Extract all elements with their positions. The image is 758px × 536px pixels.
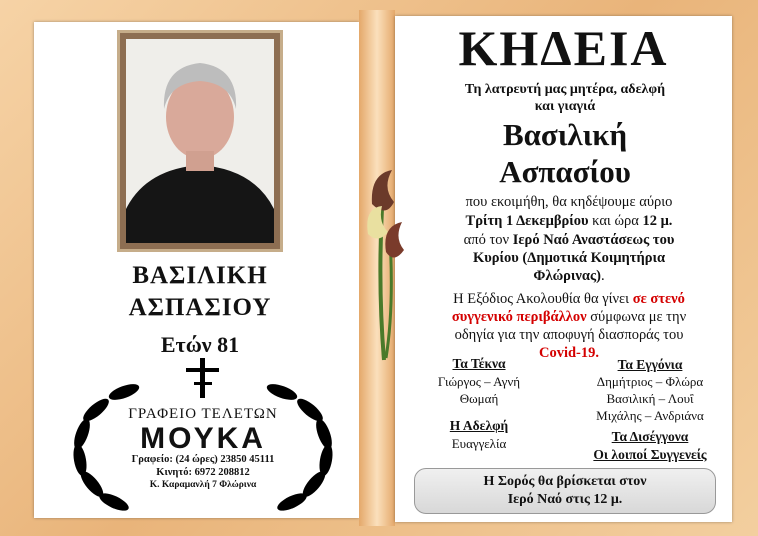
children-names-1: Γιώργος – Αγνή: [437, 374, 521, 389]
cemetery-line-2: [408, 267, 730, 285]
notice-text-3a: από τον: [463, 232, 513, 248]
restriction-2: συγγενικό περιβάλλον: [451, 309, 587, 325]
notice-text-2: [408, 212, 730, 230]
viewing-line-1: Η Σορός θα βρίσκεται στον: [483, 474, 647, 489]
deceased-first-name: Βασιλική: [502, 117, 628, 152]
funeral-home-office-phone: Γραφείο: (24 ώρες) 23850 45111: [131, 454, 275, 465]
funeral-home-logo: [68, 352, 338, 522]
intro-line-1: Τη λατρευτή μας μητέρα, αδελφή: [464, 82, 666, 97]
covid-text: Covid-19.: [538, 345, 600, 361]
grandchildren-3: Μιχάλης – Ανδριάνα: [596, 408, 704, 423]
children-heading: Τα Τέκνα: [452, 356, 506, 371]
notice-text-8: οδηγία για την αποφυγή διασποράς του: [454, 327, 684, 343]
viewing-info-box: [414, 468, 716, 514]
deceased-surname: Ασπασίου: [499, 154, 631, 189]
notice-text-2b: και ώρα: [588, 213, 643, 229]
portrait-photo: [126, 39, 274, 243]
notice-text-3: [408, 231, 730, 249]
children-names-2: Θωμαή: [459, 391, 499, 406]
funeral-home-name: ΜΟΥΚΑ: [140, 422, 266, 455]
deceased-name-first: ΒΑΣΙΛΙΚΗ: [132, 262, 268, 289]
grandchildren-1: Δημήτριος – Φλώρα: [596, 374, 704, 389]
sister-heading: Η Αδελφή: [449, 418, 509, 433]
notice-text-6a: Η Εξόδιος Ακολουθία θα γίνει: [453, 291, 633, 307]
notice-text-7: [408, 308, 730, 326]
funeral-home-mobile: Κινητό: 6972 208812: [156, 467, 250, 478]
great-grandchildren-heading: Τα Δισέγγονα: [611, 429, 689, 444]
deceased-name-last: ΑΣΠΑΣΙΟΥ: [128, 294, 272, 321]
restriction-1: σε στενό: [632, 291, 685, 307]
deceased-age: Ετών 81: [160, 332, 240, 357]
viewing-line-2: Ιερό Ναό στις 12 μ.: [507, 492, 623, 507]
sister-name: Ευαγγελία: [451, 436, 507, 451]
cemetery-city: Φλώρινας): [533, 268, 601, 284]
grandchildren-2: Βασιλική – Λουΐ: [606, 391, 694, 406]
cemetery-line-2-end: .: [600, 268, 605, 284]
funeral-time: 12 μ.: [642, 213, 673, 229]
notice-text-6: [408, 290, 730, 308]
cemetery-line-1: Κυρίου (Δημοτικά Κοιμητήρια: [472, 250, 666, 266]
funeral-home-label: ΓΡΑΦΕΙΟ ΤΕΛΕΤΩΝ: [128, 406, 278, 422]
portrait-frame: [117, 30, 283, 252]
grandchildren-heading: Τα Εγγόνια: [617, 357, 683, 372]
notice-title: ΚΗΔΕΙΑ: [458, 20, 669, 76]
calla-lily-icon: [364, 168, 406, 364]
notice-text-7b: σύμφωνα με την: [586, 309, 687, 325]
notice-text-1: που εκοιμήθη, θα κηδέψουμε αύριο: [465, 194, 673, 210]
funeral-date: Τρίτη 1 Δεκεμβρίου: [465, 213, 589, 229]
intro-line-2: και γιαγιά: [534, 99, 596, 114]
other-relatives: Οι λοιποί Συγγενείς: [593, 447, 707, 462]
funeral-home-address: Κ. Καραμανλή 7 Φλώρινα: [149, 480, 257, 490]
church-name: Ιερό Ναό Αναστάσεως του: [512, 232, 675, 248]
